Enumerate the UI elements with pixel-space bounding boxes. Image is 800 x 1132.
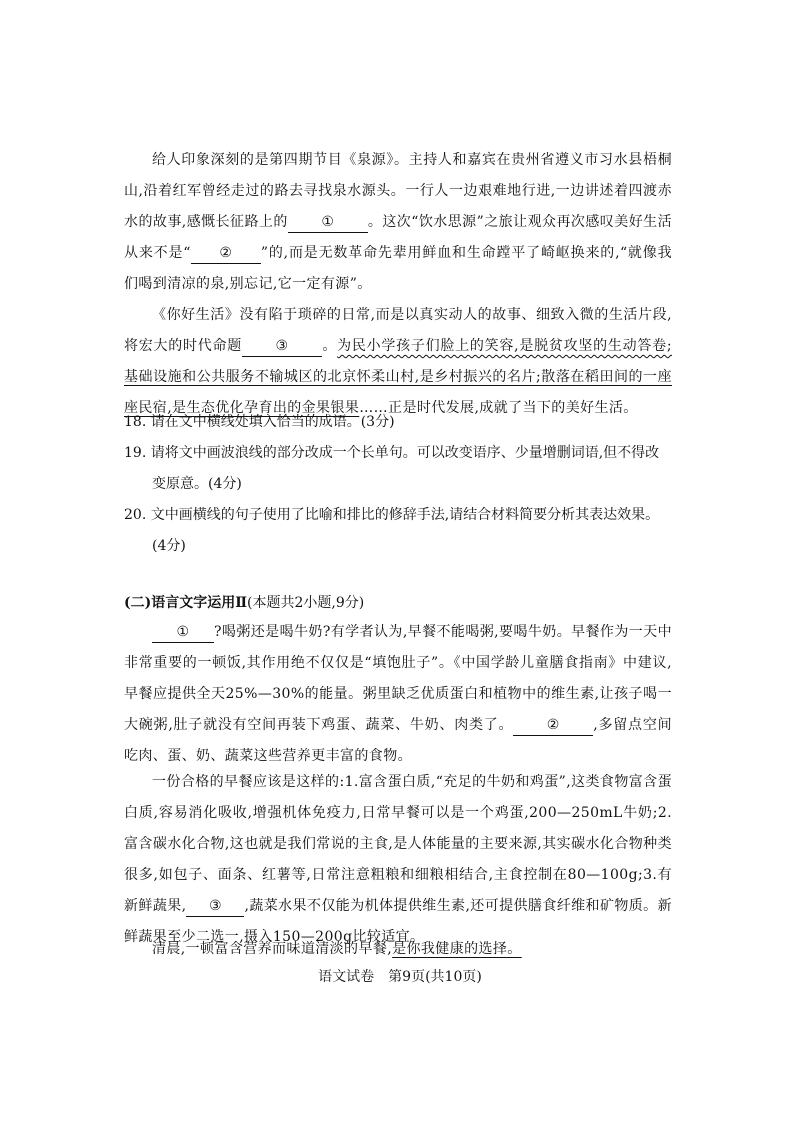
underlined-sentence: 基础设施和公共服务不输城区的北京怀柔山村,是乡村振兴的名片;散落在稻田间的一座座民宿,是生态优化孕育出的金果银果 bbox=[124, 369, 672, 416]
question-20-line-2: (4分) bbox=[152, 538, 186, 554]
text-run: 。这次“饮水思源”之旅让观众再次感叹美好生活从来不是“ bbox=[124, 214, 672, 261]
wavy-underlined-text: 为民小学孩子们脸上的笑容,是脱贫攻坚的生动答卷; bbox=[337, 338, 673, 354]
text-run: ……正是时代发展,成就了当下的美好生活。 bbox=[359, 400, 638, 416]
answer-blank-1: ① bbox=[152, 622, 214, 643]
text-run: 《你好生活》没有陷于琐碎的日常,而是以真实动人的故事、细致入微的生活片段,将宏大的时代命题 bbox=[124, 307, 672, 354]
passage-paragraph-2 bbox=[124, 300, 672, 424]
section-heading-title: (二)语言文字运用Ⅱ bbox=[124, 595, 248, 611]
section-heading-note: (本题共2小题,9分) bbox=[247, 595, 365, 611]
text-run: ”的,而是无数革命先辈用鲜血和生命蹚平了崎岖换来的,“就像我们喝到清凉的泉,别忘记,它一定有源”。 bbox=[124, 245, 672, 292]
question-18: 18. 请在文中横线处填入恰当的成语。(3分) bbox=[124, 414, 395, 430]
passage-paragraph-3 bbox=[124, 617, 672, 772]
text-run: 一份合格的早餐应该是这样的:1.富含蛋白质,“充足的牛奶和鸡蛋”,这类食物富含蛋白质,容易消化吸收,增强机体免疫力,日常早餐可以是一个鸡蛋,200—250mL牛奶;2.富含碳水化合物,这也就是我们常说的主食,是人体能量的主要来源,其实碳水化合物种类很多,如包子、面条、红薯等,日常注意粗粮和细粮相结合,主食控制在80—100g;3.有新鲜蔬果, bbox=[124, 774, 672, 914]
text-run: ?喝粥还是喝牛奶?有学者认为,早餐不能喝粥,要喝牛奶。早餐作为一天中非常重要的一顿饭,其作用绝不仅仅是“填饱肚子”。《中国学龄儿童膳食指南》中建议,早餐应提供全天25%—30%的能量。粥里缺乏优质蛋白和植物中的维生素,让孩子喝一大碗粥,肚子就没有空间再装下鸡蛋、蔬菜、牛奶、肉类了。 bbox=[124, 624, 672, 733]
answer-blank-3: ③ bbox=[242, 336, 322, 357]
page-footer: 语文试卷 第9页(共10页) bbox=[318, 969, 482, 985]
question-19-line-2: 变原意。(4分) bbox=[152, 476, 242, 492]
text-run: 。 bbox=[322, 338, 338, 354]
answer-blank-1: ① bbox=[288, 212, 368, 233]
answer-blank-2: ② bbox=[513, 715, 593, 736]
underlined-sentence: 是你我健康的选择。 bbox=[392, 941, 522, 957]
answer-blank-3: ③ bbox=[186, 896, 244, 917]
question-20-line-1: 20. 文中画横线的句子使用了比喻和排比的修辞手法,请结合材料简要分析其表达效果。 bbox=[124, 507, 660, 523]
text-run: 给人印象深刻的是第四期节目《泉源》。主持人和嘉宾在贵州省遵义市习水县梧桐山,沿着红军曾经走过的路去寻找泉水源头。一行人一边艰难地行进,一边讲述着四渡赤水的故事,感慨长征路上的 bbox=[124, 152, 672, 230]
question-19-line-1: 19. 请将文中画波浪线的部分改成一个长单句。可以改变语序、少量增删词语,但不得改 bbox=[124, 445, 660, 461]
passage-paragraph-1 bbox=[124, 145, 672, 300]
text-run: 清晨,一顿富含营养而味道清淡的早餐, bbox=[152, 941, 393, 957]
text-run: ,多留点空间吃肉、蛋、奶、蔬菜这些营养更丰富的食物。 bbox=[124, 717, 672, 764]
answer-blank-2: ② bbox=[191, 243, 261, 264]
section-heading bbox=[124, 588, 364, 619]
passage-paragraph-5 bbox=[124, 934, 672, 965]
text-run: ,蔬菜水果不仅能为机体提供维生素,还可提供膳食纤维和矿物质。新鲜蔬果至少二选一,摄入150—200g比较适宜。 bbox=[124, 898, 672, 945]
passage-paragraph-4 bbox=[124, 767, 672, 953]
